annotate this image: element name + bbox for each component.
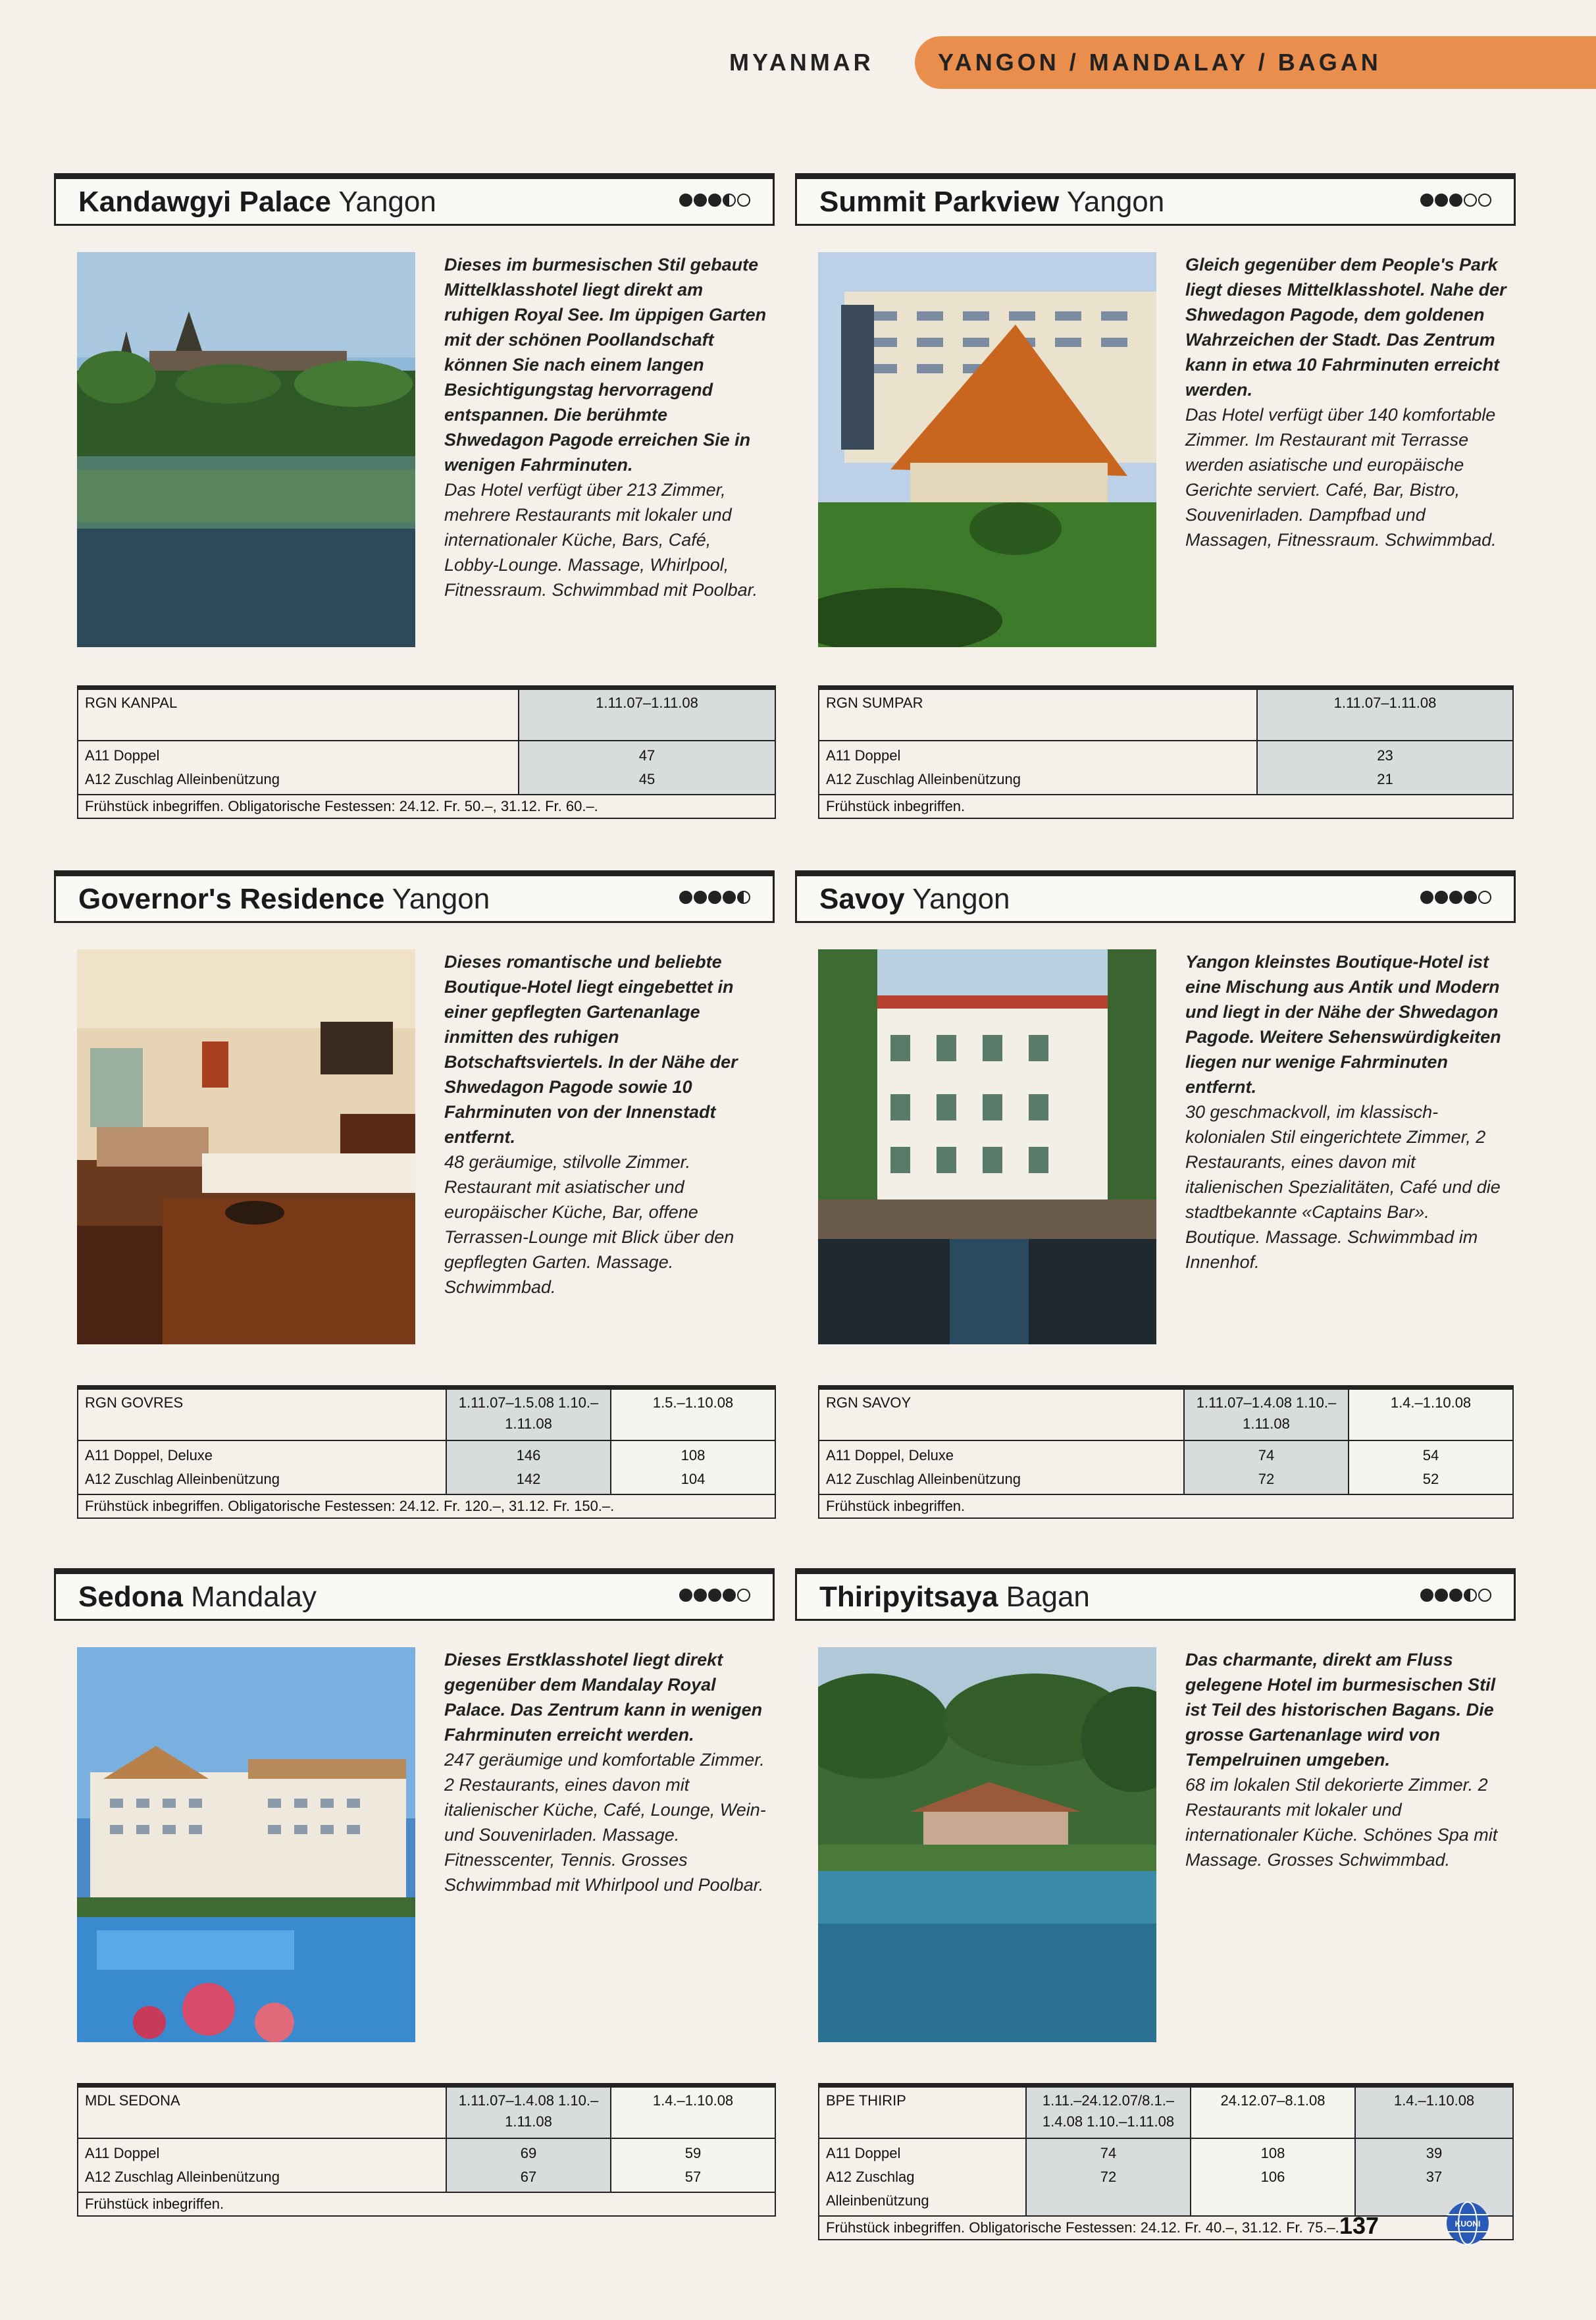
rate-value: 45 [638, 770, 656, 787]
page-number: 137 [1339, 2212, 1379, 2239]
room-type: A11 Doppel [826, 747, 901, 764]
rate-period: 1.11.07–1.11.08 [519, 688, 775, 741]
page-header [0, 33, 1596, 92]
rate-value: 39 [1426, 2144, 1443, 2161]
rate-code: MDL SEDONA [78, 2086, 446, 2138]
rate-period: 1.4.–1.10.08 [611, 2086, 775, 2138]
rating-dot [1478, 194, 1491, 207]
rate-table [818, 685, 1512, 819]
hotel-photo [77, 949, 415, 1344]
cities-label: YANGON / MANDALAY / BAGAN [938, 49, 1381, 76]
rate-note: Frühstück inbegriffen. Obligatorische Festessen: 24.12. Fr. 50.–, 31.12. Fr. 60.–. [78, 795, 775, 818]
hotel-card-kandawgyi [54, 173, 778, 825]
description-body: 48 geräumige, stilvolle Zimmer. Restaurant mit asiatischer und europäischer Küche, Bar, offene Terrassen-Lounge mit Blick über den gepflegten Garten. Massage. Schwimmbad. [444, 1152, 734, 1297]
rating-dots [679, 1589, 750, 1602]
hotel-title-bar [795, 173, 1516, 226]
description-body: Das Hotel verfügt über 213 Zimmer, mehrere Restaurants mit lokaler und internationaler Küche, Bars, Café, Lobby-Lounge. Massage, Whirlpool, Fitnessraum. Schwimmbad mit Poolbar. [444, 480, 758, 600]
rating-dots [679, 891, 750, 904]
hotel-photo [77, 252, 415, 647]
rating-dot [1464, 891, 1477, 904]
room-type: A11 Doppel, Deluxe [85, 1446, 213, 1463]
rating-dot [1449, 891, 1462, 904]
description-lead: Das charmante, direkt am Fluss gelegene Hotel im burmesischen Stil ist Teil des historischen Bagans. Die grosse Gartenanlage wird von Tempelruinen umgeben. [1185, 1650, 1496, 1770]
rating-dot [1449, 1589, 1462, 1602]
rate-value: 108 [681, 1446, 706, 1463]
rating-dot [737, 1589, 750, 1602]
rate-code: RGN SUMPAR [819, 688, 1257, 741]
rating-dot [1420, 194, 1433, 207]
country-label: MYANMAR [729, 49, 874, 76]
hotel-name: Savoy [819, 883, 905, 915]
room-type: A12 Zuschlag Alleinbenützung [85, 2168, 280, 2185]
rating-dot [694, 891, 707, 904]
rate-value: 106 [1260, 2168, 1285, 2185]
rate-value: 72 [1100, 2168, 1117, 2185]
rate-value: 104 [681, 1470, 706, 1487]
logo-text: KUONI [1454, 2219, 1481, 2228]
rate-note: Frühstück inbegriffen. [819, 795, 1513, 818]
rating-dot [1435, 891, 1448, 904]
rating-dots [1420, 1589, 1491, 1602]
hotel-description [444, 1647, 767, 1897]
rate-value: 47 [638, 747, 656, 764]
hotel-city: Yangon [912, 883, 1010, 915]
room-type: A11 Doppel, Deluxe [826, 1446, 954, 1463]
rate-value: 54 [1422, 1446, 1439, 1463]
rate-period: 1.4.–1.10.08 [1355, 2086, 1513, 2138]
rating-dot [723, 891, 736, 904]
hotel-card-sedona [54, 1568, 778, 2220]
rate-code: RGN GOVRES [78, 1388, 446, 1440]
hotel-name: Sedona [78, 1581, 183, 1613]
room-type: A12 Zuschlag Alleinbenützung [826, 1470, 1021, 1487]
description-body: Das Hotel verfügt über 140 komfortable Zimmer. Im Restaurant mit Terrasse werden asiatische und europäische Gerichte serviert. Café, Bar, Bistro, Souvenirladen. Dampfbad und Massagen, Fitnessraum. Schwimmbad. [1185, 405, 1497, 550]
hotel-card-savoy [795, 870, 1519, 1522]
rate-value: 69 [520, 2144, 537, 2161]
hotel-description [444, 252, 767, 602]
hotel-description [1185, 252, 1508, 552]
rate-table [77, 2083, 775, 2217]
rating-dot [1420, 1589, 1433, 1602]
rate-table [77, 1385, 775, 1519]
hotel-card-governors-residence [54, 870, 778, 1522]
rating-dot [694, 1589, 707, 1602]
rating-dots [1420, 891, 1491, 904]
hotel-city: Mandalay [191, 1581, 317, 1613]
rate-code: BPE THIRIP [819, 2086, 1026, 2138]
room-type: A11 Doppel [85, 747, 160, 764]
description-lead: Dieses im burmesischen Stil gebaute Mittelklasshotel liegt direkt am ruhigen Royal See. Im üppigen Garten mit der schönen Poollandschaft können Sie nach einem langen Besichtigungstag hervorragend entspannen. Die berühmte Shwedagon Pagode erreichen Sie in wenigen Fahrminuten. [444, 255, 767, 475]
rate-value: 52 [1422, 1470, 1439, 1487]
rate-value: 74 [1258, 1446, 1275, 1463]
hotel-name: Kandawgyi Palace [78, 186, 331, 218]
hotel-card-summit-parkview [795, 173, 1519, 825]
rating-dot [737, 194, 750, 207]
rating-dot [723, 194, 736, 207]
rating-dot [679, 891, 692, 904]
rating-dots [679, 194, 750, 207]
rate-note: Frühstück inbegriffen. Obligatorische Festessen: 24.12. Fr. 40.–, 31.12. Fr. 75.–. [819, 2216, 1513, 2240]
hotel-photo [818, 252, 1156, 647]
rate-table [818, 1385, 1512, 1519]
hotel-title-bar [54, 173, 775, 226]
kuoni-globe-logo [1445, 2200, 1491, 2246]
rating-dot [1449, 194, 1462, 207]
hotel-photo [818, 949, 1156, 1344]
rating-dot [679, 1589, 692, 1602]
rate-period: 1.11.07–1.4.08 1.10.–1.11.08 [1184, 1388, 1349, 1440]
rating-dot [694, 194, 707, 207]
rate-period: 1.11.07–1.11.08 [1257, 688, 1513, 741]
rating-dot [1420, 891, 1433, 904]
hotel-description [444, 949, 767, 1300]
description-lead: Dieses romantische und beliebte Boutique-Hotel liegt eingebettet in einer gepflegten Gartenanlage inmitten des ruhigen Botschaftsviertels. In der Nähe der Shwedagon Pagode sowie 10 Fahrminuten von der Innenstadt entfernt. [444, 952, 738, 1147]
rate-period: 1.5.–1.10.08 [611, 1388, 775, 1440]
hotel-name: Thiripyitsaya [819, 1581, 998, 1613]
rate-table [818, 2083, 1512, 2240]
hotel-description [1185, 1647, 1508, 1872]
rate-value: 72 [1258, 1470, 1275, 1487]
rate-value: 67 [520, 2168, 537, 2185]
rate-period: 1.11.–24.12.07/8.1.–1.4.08 1.10.–1.11.08 [1026, 2086, 1191, 2138]
description-lead: Gleich gegenüber dem People's Park liegt dieses Mittelklasshotel. Nahe der Shwedagon Pagode, dem goldenen Wahrzeichen der Stadt. Das Zentrum kann in etwa 10 Fahrminuten erreicht werden. [1185, 255, 1506, 400]
room-type: A11 Doppel [826, 2144, 901, 2161]
rate-code: RGN SAVOY [819, 1388, 1184, 1440]
hotel-photo [77, 1647, 415, 2042]
hotel-city: Yangon [1066, 186, 1165, 218]
hotel-name: Governor's Residence [78, 883, 385, 915]
room-type: A12 Zuschlag Alleinbenützung [826, 2168, 929, 2209]
rate-period: 1.11.07–1.4.08 1.10.–1.11.08 [446, 2086, 611, 2138]
hotel-city: Bagan [1006, 1581, 1090, 1613]
rate-value: 37 [1426, 2168, 1443, 2185]
rate-period: 24.12.07–8.1.08 [1191, 2086, 1355, 2138]
rate-table [77, 685, 775, 819]
rate-period: 1.11.07–1.5.08 1.10.–1.11.08 [446, 1388, 611, 1440]
hotel-city: Yangon [338, 186, 436, 218]
rating-dot [1464, 194, 1477, 207]
rating-dot [1478, 1589, 1491, 1602]
rating-dot [1435, 1589, 1448, 1602]
hotel-name: Summit Parkview [819, 186, 1060, 218]
rate-value: 74 [1100, 2144, 1117, 2161]
rate-note: Frühstück inbegriffen. [78, 2192, 775, 2216]
rating-dot [708, 194, 721, 207]
hotel-title-bar [795, 1568, 1516, 1621]
room-type: A11 Doppel [85, 2144, 160, 2161]
rating-dot [1478, 891, 1491, 904]
room-type: A12 Zuschlag Alleinbenützung [85, 770, 280, 787]
rating-dot [1464, 1589, 1477, 1602]
hotel-title-bar [54, 1568, 775, 1621]
rate-value: 59 [684, 2144, 702, 2161]
rate-note: Frühstück inbegriffen. [819, 1494, 1513, 1518]
description-lead: Dieses Erstklasshotel liegt direkt gegenüber dem Mandalay Royal Palace. Das Zentrum kann in wenigen Fahrminuten erreicht werden. [444, 1650, 763, 1745]
description-body: 247 geräumige und komfortable Zimmer. 2 Restaurants, eines davon mit italienischer Küche, Café, Lounge, Wein- und Souvenirladen. Massage. Fitnesscenter, Tennis. Grosses Schwimmbad mit Whirlpool und Poolbar. [444, 1750, 766, 1895]
rate-code: RGN KANPAL [78, 688, 519, 741]
rate-value: 146 [516, 1446, 541, 1463]
rate-value: 21 [1377, 770, 1393, 787]
rate-value: 57 [684, 2168, 702, 2185]
rate-value: 142 [516, 1470, 541, 1487]
hotel-title-bar [54, 870, 775, 923]
rate-note: Frühstück inbegriffen. Obligatorische Festessen: 24.12. Fr. 120.–, 31.12. Fr. 150.–. [78, 1494, 775, 1518]
rate-value: 108 [1260, 2144, 1285, 2161]
rating-dot [708, 891, 721, 904]
description-body: 30 geschmackvoll, im klassisch-kolonialen Stil eingerichtete Zimmer, 2 Restaurants, eines davon mit italienischen Spezialitäten, Café und die stadtbekannte «Captains Bar». Boutique. Massage. Schwimmbad im Innenhof. [1185, 1102, 1501, 1272]
rating-dot [737, 891, 750, 904]
rating-dot [1435, 194, 1448, 207]
hotel-title-bar [795, 870, 1516, 923]
rating-dot [708, 1589, 721, 1602]
rating-dot [679, 194, 692, 207]
description-lead: Yangon kleinstes Boutique-Hotel ist eine Mischung aus Antik und Modern und liegt in der Nähe der Shwedagon Pagode. Weitere Sehenswürdigkeiten liegen nur wenige Fahrminuten entfernt. [1185, 952, 1501, 1097]
room-type: A12 Zuschlag Alleinbenützung [85, 1470, 280, 1487]
rating-dots [1420, 194, 1491, 207]
hotel-description [1185, 949, 1508, 1275]
description-body: 68 im lokalen Stil dekorierte Zimmer. 2 Restaurants mit lokaler und internationaler Küche. Schönes Spa mit Massage. Grosses Schwimmbad. [1185, 1775, 1498, 1870]
rate-value: 23 [1377, 747, 1393, 764]
rating-dot [723, 1589, 736, 1602]
rate-period: 1.4.–1.10.08 [1349, 1388, 1513, 1440]
room-type: A12 Zuschlag Alleinbenützung [826, 770, 1021, 787]
hotel-photo [818, 1647, 1156, 2042]
hotel-city: Yangon [392, 883, 490, 915]
